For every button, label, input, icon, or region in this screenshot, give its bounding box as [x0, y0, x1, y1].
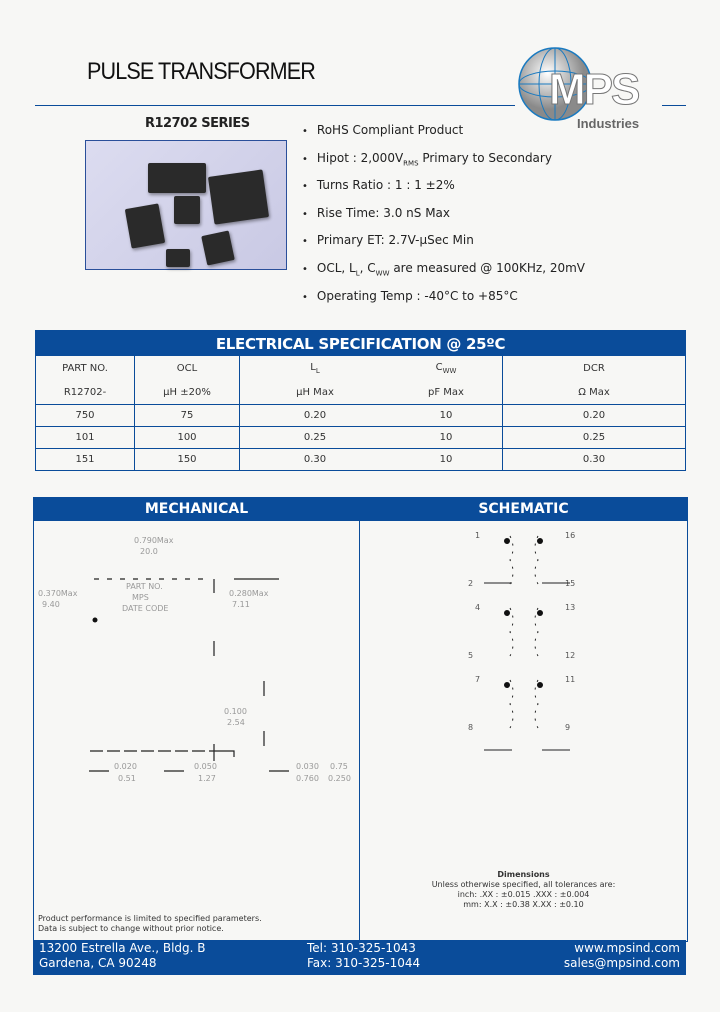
- secondary-winding: [535, 680, 538, 728]
- dim-label: 0.250: [328, 774, 351, 783]
- part-label: DATE CODE: [122, 604, 169, 613]
- col-header: $L_L$: [240, 356, 391, 380]
- dim-label: 0.790Max: [134, 536, 174, 545]
- feature-list: [302, 123, 585, 316]
- cell: 151: [36, 449, 135, 471]
- pin-label: 13: [565, 603, 576, 612]
- dim-label: 0.370Max: [38, 589, 78, 598]
- col-unit: R12702-: [63, 386, 107, 398]
- table-row: [36, 449, 686, 471]
- series-label: R12702 SERIES: [145, 116, 250, 131]
- dim-label: 0.020: [114, 762, 137, 771]
- mechanical-panel: [33, 497, 360, 942]
- pin-label: 15: [565, 579, 576, 588]
- dimensions-note: Dimensions Unless otherwise specified, all tolerances are: inch: .XX : ±0.015 .XXX : ±0.004 mm: X.X : ±0.38 X.XX : ±0.10: [431, 870, 616, 909]
- cell: 0.20: [503, 405, 686, 427]
- pin-label: 1: [475, 531, 481, 540]
- cell: 750: [36, 405, 135, 427]
- schematic-title: SCHEMATIC: [360, 498, 687, 521]
- polarity-dot: [537, 610, 543, 616]
- primary-winding: [510, 608, 513, 656]
- table-title: ELECTRICAL SPECIFICATION @ 25ºC: [36, 331, 686, 357]
- col-header: OCL: [135, 356, 240, 380]
- pin-label: 5: [468, 651, 474, 660]
- cell: 75: [135, 405, 240, 427]
- feature-item: • Rise Time: 3.0 nS Max: [302, 206, 585, 234]
- address: 13200 Estrella Ave., Bldg. B Gardena, CA 90248: [39, 941, 206, 970]
- product-photo: [85, 140, 287, 270]
- cell: 10: [390, 449, 503, 471]
- feature-item: • RoHS Compliant Product: [302, 123, 585, 151]
- polarity-dot: [504, 682, 510, 688]
- table-row: [36, 405, 686, 427]
- dim-label: 2.54: [227, 718, 245, 727]
- pin-label: 12: [565, 651, 576, 660]
- feature-item: • Operating Temp : -40°C to +85°C: [302, 289, 585, 317]
- pin-label: 8: [468, 723, 474, 732]
- schematic-panel: [359, 497, 688, 942]
- part-label: PART NO.: [126, 582, 163, 591]
- primary-winding: [510, 680, 513, 728]
- page-title: PULSE TRANSFORMER: [87, 58, 315, 85]
- col-header: PART NO.: [62, 362, 108, 374]
- polarity-dot: [537, 682, 543, 688]
- cell: 10: [390, 405, 503, 427]
- disclaimer: Product performance is limited to specified parameters. Data is subject to change without prior notice.: [38, 914, 262, 933]
- col-unit: µH ±20%: [135, 380, 240, 405]
- mechanical-title: MECHANICAL: [34, 498, 359, 521]
- dim-label: 0.050: [194, 762, 217, 771]
- part-label: MPS: [132, 593, 149, 602]
- mechanical-drawing: [34, 521, 359, 811]
- dim-label: 0.280Max: [229, 589, 269, 598]
- cell: 0.20: [240, 405, 391, 427]
- cell: 101: [36, 427, 135, 449]
- header-rule-right: [662, 105, 686, 106]
- phone: Tel: 310-325-1043 Fax: 310-325-1044: [307, 941, 421, 970]
- contact: [564, 941, 680, 971]
- cell: 0.25: [503, 427, 686, 449]
- dim-label: 0.760: [296, 774, 319, 783]
- feature-item: • Turns Ratio : 1 : 1 ±2%: [302, 178, 585, 206]
- col-unit: Ω Max: [503, 380, 686, 405]
- header-rule: [35, 105, 515, 106]
- cell: 0.25: [240, 427, 391, 449]
- dim-label: 1.27: [198, 774, 216, 783]
- col-unit: pF Max: [428, 386, 464, 398]
- primary-winding: [510, 536, 513, 584]
- website-link[interactable]: www.mpsind.com: [574, 941, 680, 955]
- pin-label: 16: [565, 531, 576, 540]
- cell: 150: [135, 449, 240, 471]
- electrical-spec-table: [35, 330, 686, 471]
- secondary-winding: [535, 608, 538, 656]
- logo-subtext: Industries: [577, 116, 640, 131]
- dim-label: 0.75: [330, 762, 348, 771]
- email-link[interactable]: sales@mpsind.com: [563, 956, 680, 970]
- cell: 10: [390, 427, 503, 449]
- cell: 100: [135, 427, 240, 449]
- pin-label: 11: [565, 675, 576, 684]
- cell: 0.30: [240, 449, 391, 471]
- secondary-winding: [535, 536, 538, 584]
- logo-text: MPS: [549, 65, 639, 114]
- polarity-dot: [504, 538, 510, 544]
- dim-label: 7.11: [232, 600, 250, 609]
- col-header: $C_{WW}$: [435, 361, 457, 375]
- mps-logo: [513, 42, 663, 132]
- pin-label: 4: [475, 603, 481, 612]
- footer: [33, 940, 686, 975]
- polarity-dot: [537, 538, 543, 544]
- dim-label: 20.0: [140, 547, 158, 556]
- schematic-drawing: [360, 521, 687, 781]
- dim-label: 0.51: [118, 774, 136, 783]
- pin-label: 7: [475, 675, 481, 684]
- dim-label: 0.100: [224, 707, 247, 716]
- table-row: [36, 427, 686, 449]
- col-header: DCR: [503, 356, 686, 380]
- feature-item: • OCL, $L_L$, $C_{WW}$ are measured @ 100KHz, 20mV: [302, 261, 585, 289]
- col-unit: µH Max: [240, 380, 391, 405]
- feature-item: • Hipot : $2,000V_{RMS}$ Primary to Secondary: [302, 151, 585, 179]
- dim-label: 9.40: [42, 600, 60, 609]
- polarity-dot: [504, 610, 510, 616]
- feature-item: • Primary ET: 2.7V-µSec Min: [302, 233, 585, 261]
- cell: 0.30: [503, 449, 686, 471]
- dim-label: 0.030: [296, 762, 319, 771]
- pin-label: 2: [468, 579, 474, 588]
- pin-label: 9: [565, 723, 571, 732]
